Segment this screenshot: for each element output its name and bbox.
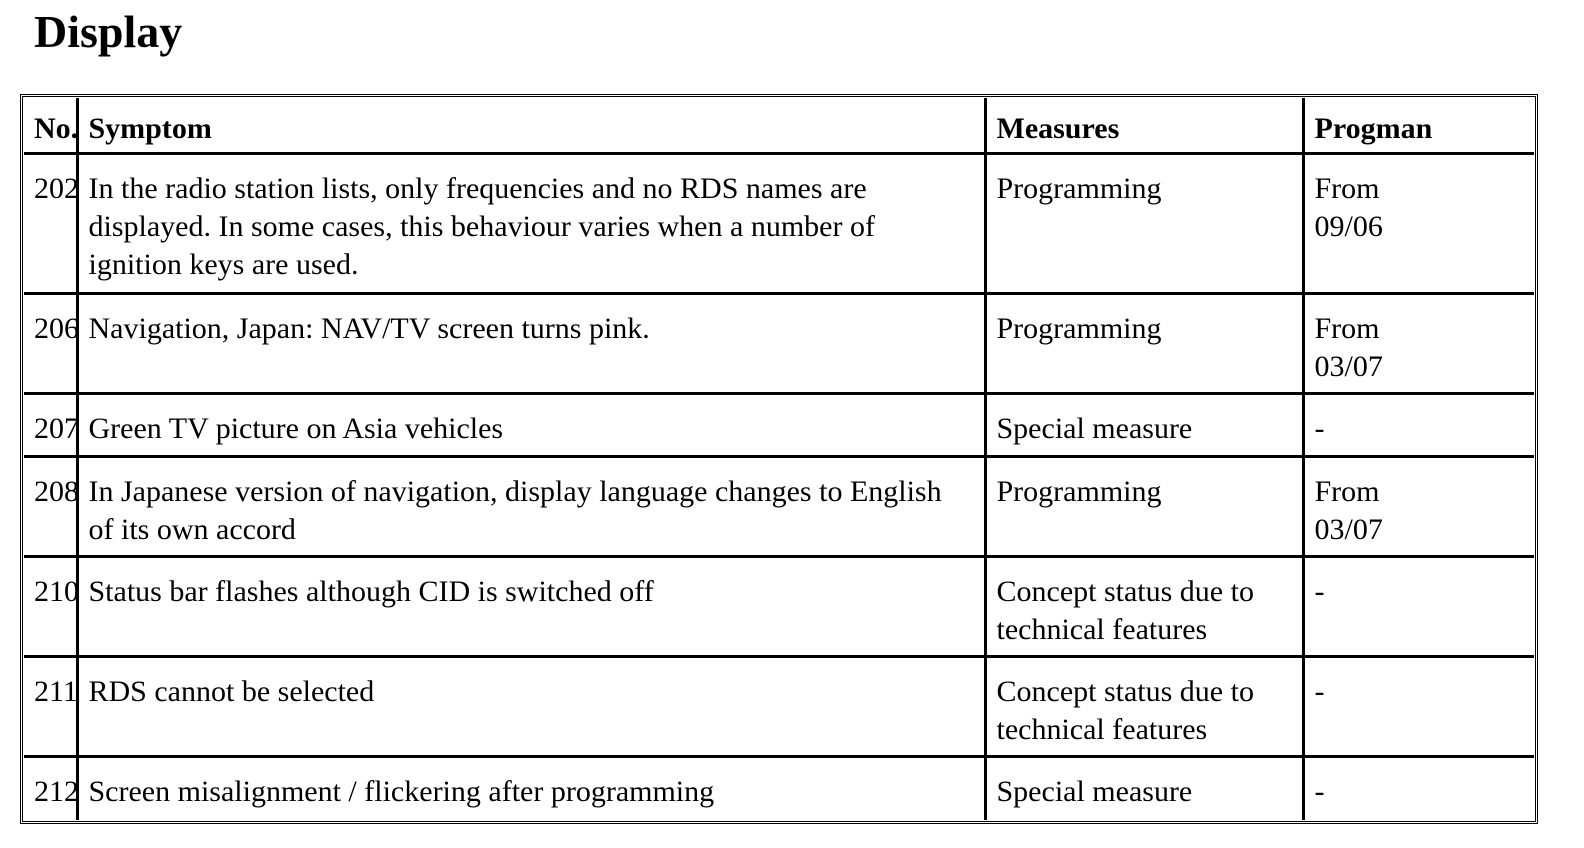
cell-symptom: Navigation, Japan: NAV/TV screen turns pink.	[77, 294, 985, 394]
cell-no: 207	[24, 394, 77, 457]
cell-measures: Special measure	[985, 394, 1303, 457]
cell-symptom: RDS cannot be selected	[77, 657, 985, 757]
cell-no: 210	[24, 557, 77, 657]
cell-measures: Concept status due to technical features	[985, 557, 1303, 657]
symptom-table	[24, 98, 1534, 820]
cell-measures: Programming	[985, 154, 1303, 294]
cell-progman: From 09/06	[1303, 154, 1534, 294]
cell-progman: -	[1303, 757, 1534, 820]
cell-measures: Concept status due to technical features	[985, 657, 1303, 757]
cell-progman: From 03/07	[1303, 294, 1534, 394]
table-row	[24, 457, 1534, 557]
cell-progman: -	[1303, 657, 1534, 757]
cell-measures: Programming	[985, 457, 1303, 557]
table-row	[24, 294, 1534, 394]
table-row	[24, 657, 1534, 757]
symptom-table-frame	[20, 94, 1538, 824]
header-progman: Progman	[1303, 98, 1534, 154]
cell-measures: Programming	[985, 294, 1303, 394]
cell-progman: -	[1303, 557, 1534, 657]
table-header-row	[24, 98, 1534, 154]
table-row	[24, 154, 1534, 294]
cell-no: 211	[24, 657, 77, 757]
cell-no: 206	[24, 294, 77, 394]
cell-no: 202	[24, 154, 77, 294]
cell-symptom: Screen misalignment / flickering after programming	[77, 757, 985, 820]
header-measures: Measures	[985, 98, 1303, 154]
cell-no: 212	[24, 757, 77, 820]
cell-measures: Special measure	[985, 757, 1303, 820]
cell-symptom: In Japanese version of navigation, display language changes to English of its own accord	[77, 457, 985, 557]
cell-symptom: Green TV picture on Asia vehicles	[77, 394, 985, 457]
page-title: Display	[34, 6, 183, 57]
cell-symptom: In the radio station lists, only frequencies and no RDS names are displayed. In some cases, this behaviour varies when a number of ignition keys are used.	[77, 154, 985, 294]
table-row	[24, 757, 1534, 820]
table-row	[24, 394, 1534, 457]
header-no: No.	[24, 98, 77, 154]
cell-progman: -	[1303, 394, 1534, 457]
cell-no: 208	[24, 457, 77, 557]
cell-symptom: Status bar flashes although CID is switched off	[77, 557, 985, 657]
cell-progman: From 03/07	[1303, 457, 1534, 557]
header-symptom: Symptom	[77, 98, 985, 154]
table-row	[24, 557, 1534, 657]
